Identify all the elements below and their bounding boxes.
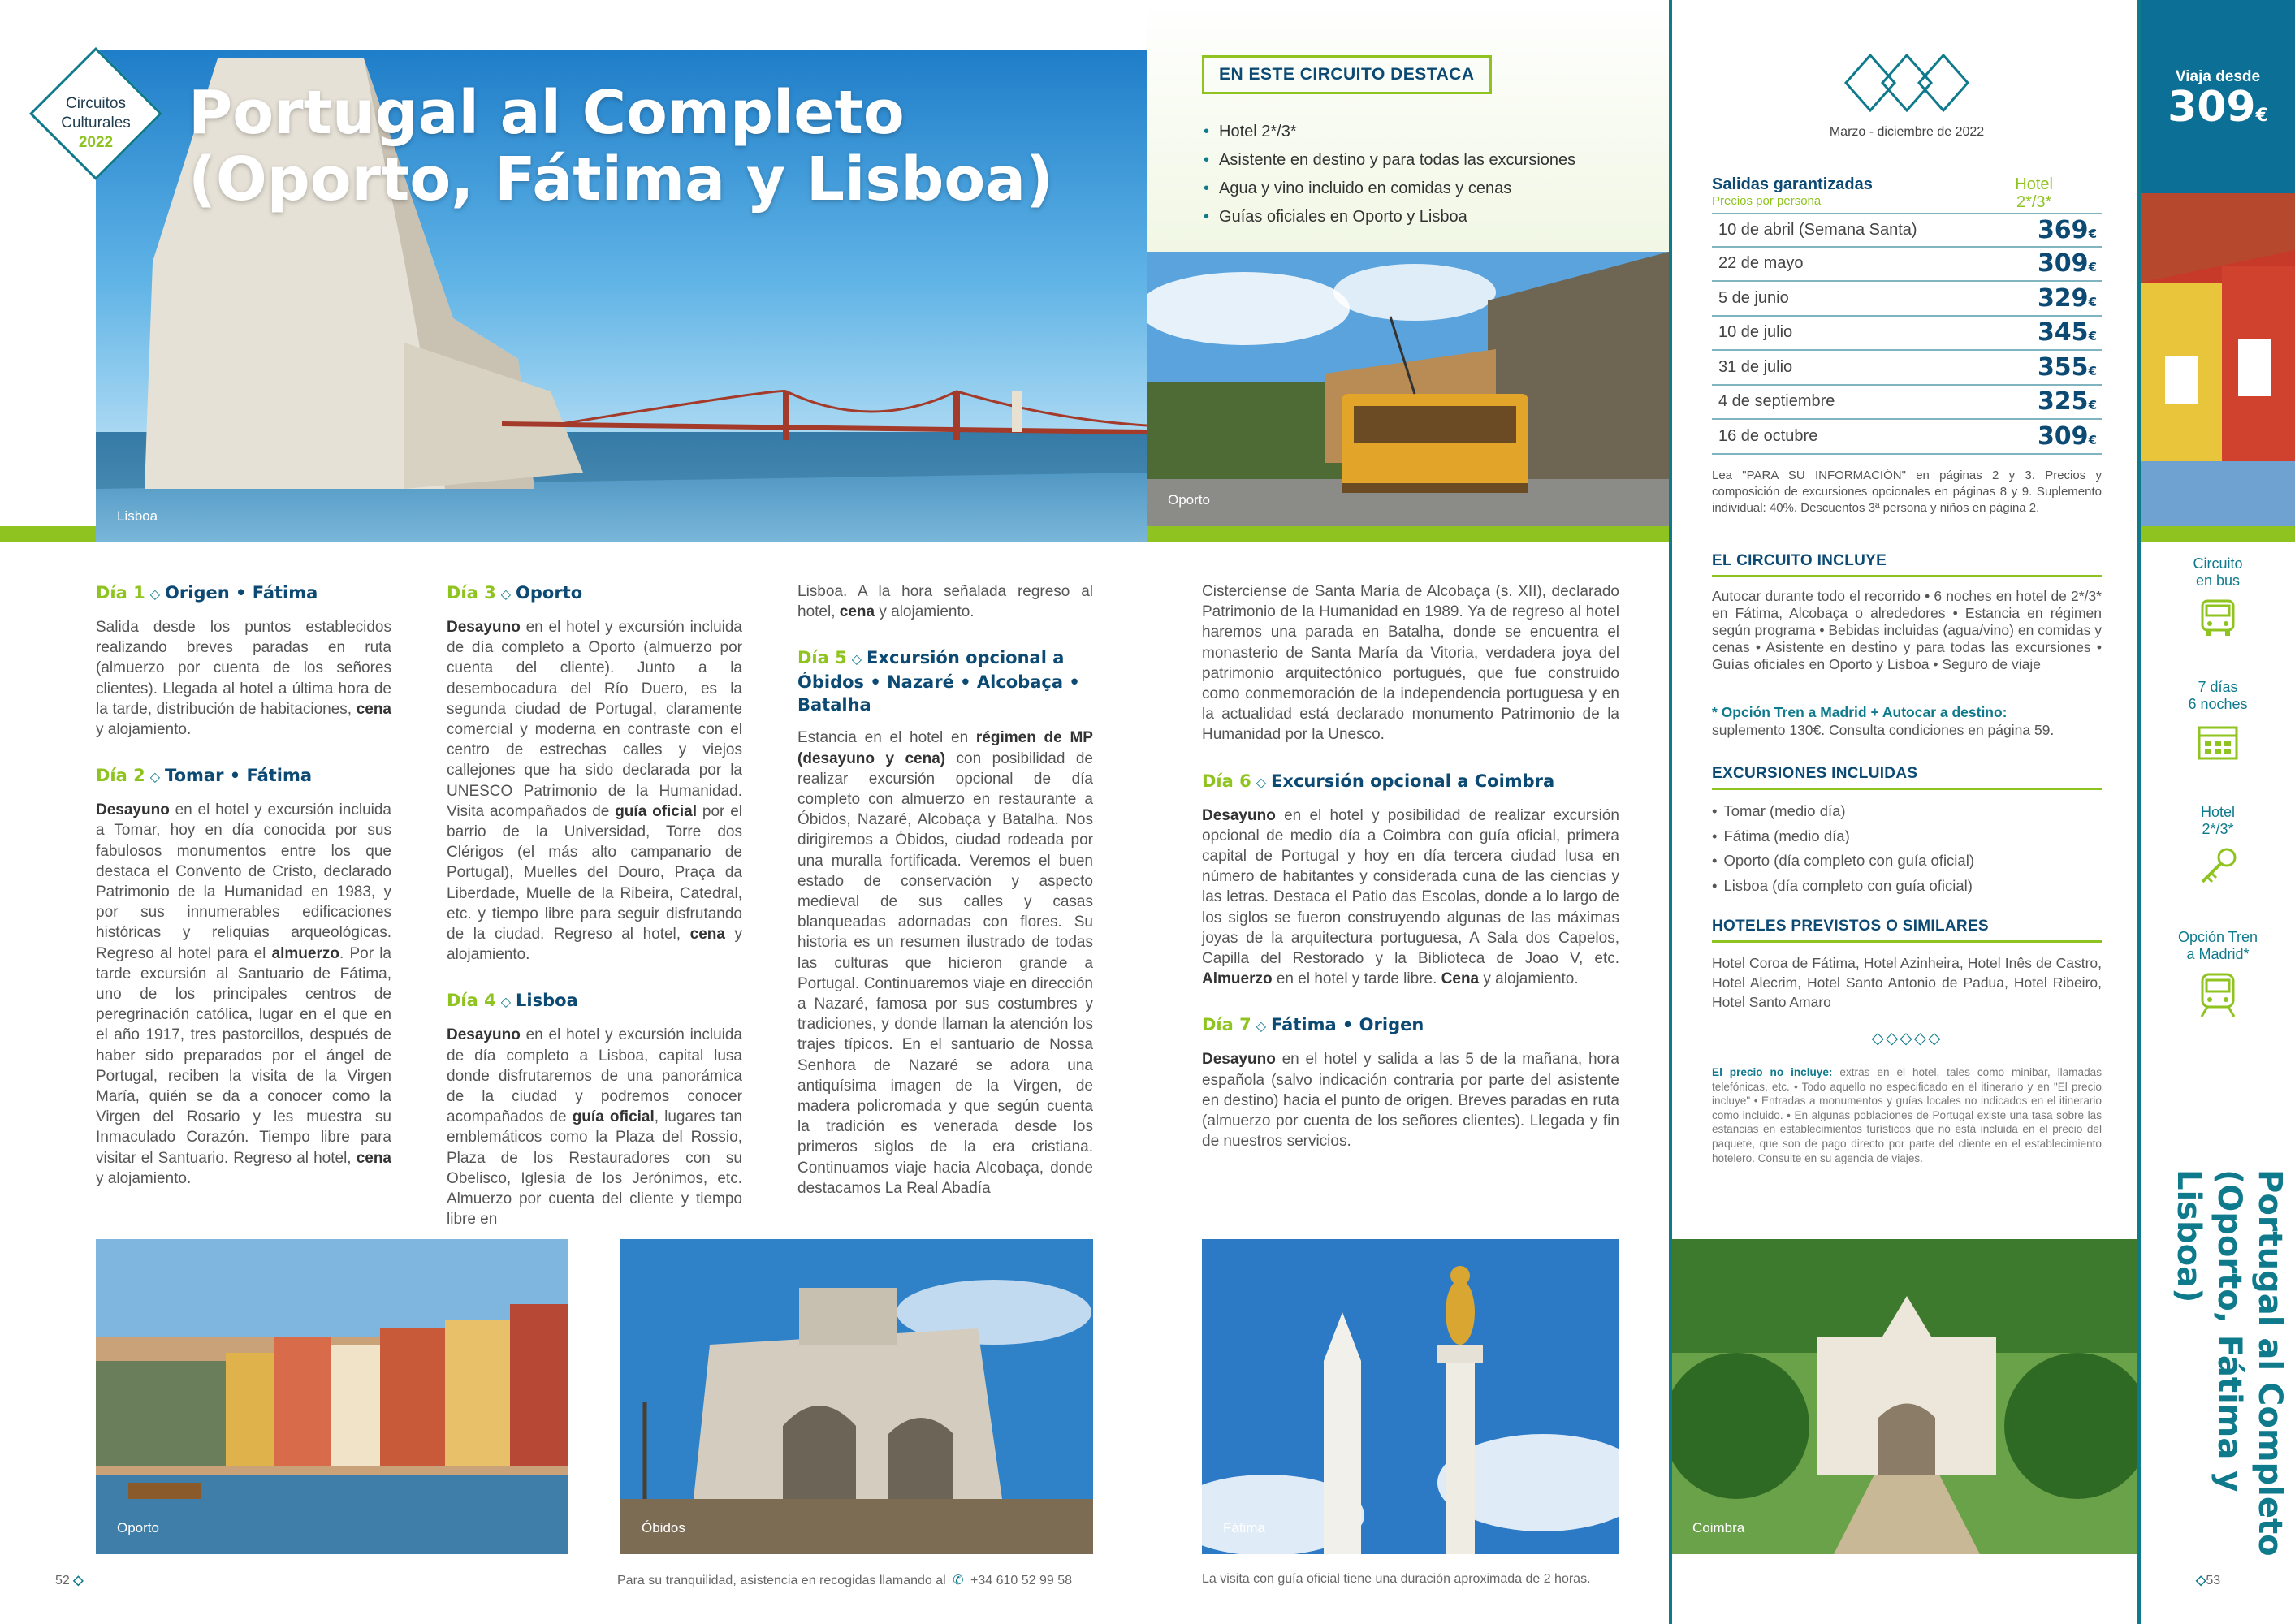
hero-photo-caption: Lisboa — [117, 508, 158, 524]
price-row — [1712, 317, 2102, 352]
photo-fatima — [1202, 1239, 1619, 1554]
hotel-column-header: Hotel 2*/3* — [2015, 175, 2053, 211]
hero-title-line2: (Oporto, Fátima y Lisboa) — [188, 145, 1053, 214]
day-6 — [1202, 770, 1619, 990]
assistance-phone: +34 610 52 99 58 — [970, 1574, 1073, 1587]
price-row — [1712, 351, 2102, 386]
price-value: 325€ — [2037, 387, 2097, 417]
feature-bus: Circuito en bus — [2141, 555, 2295, 638]
day-7-text: Desayuno en el hotel y salida a las 5 de la mañana, hora española (salvo indicación contraria por parte del asistente en destino) hacia el punto de origen. Breves paradas en ruta (almuerzo por cuenta de los señores clientes). Llegada y fin de nuestros servicios. — [1202, 1051, 1619, 1151]
includes-text: Autocar durante todo el recorrido • 6 noches en hotel de 2*/3* en Fátima, Alcobaça o alrededores • Estancia en régimen según programa • Bebidas incluidas (agua/vino) en comidas y cenas • Asistente en destino y para todas las excursiones • Guías oficiales en Oporto y Lisboa • Seguro de viaje — [1712, 588, 2102, 672]
day-2-heading — [96, 764, 391, 788]
badge-text — [31, 94, 161, 153]
departure-date: 31 de julio — [1718, 357, 1793, 376]
train-option-note: * Opción Tren a Madrid + Autocar a destino: suplemento 130€. Consulta condiciones en página 59. — [1712, 704, 2055, 738]
badge-year: 2022 — [78, 134, 114, 151]
phone-icon: ✆ — [953, 1574, 964, 1587]
price-row — [1712, 420, 2102, 455]
day-5-text: Estancia en el hotel en régimen de MP (desayuno y cena) con posibilidad de realizar excursión opcional de día completo con almuerzo en restaurante a Óbidos, Nazaré, Alcobaça y Batalha. Nos dirigiremos a Óbidos, ciudad rodeada por una muralla fortificada. Veremos el buen estado de conservación y aspecto medieval de sus calles y casas blanqueadas adornadas con flores. Su historia es un resumen ilustrado de todas las culturas que hicieron grande a Portugal. Continuaremos viaje en dirección a Nazaré, famosa por sus costumbres y tradiciones, y donde llaman la atención los trajes típicos. En el santuario de Nossa Senhora de Nazaré se adora una antiquísima imagen de la Virgen, de madera policromada y que según cuenta la tradición es venerada desde los primeros siglos de la era cristiana. Continuamos viaje hacia Alcobaça, donde destacamos La Real Abadía — [797, 729, 1093, 1197]
highlights-heading: EN ESTE CIRCUITO DESTACA — [1202, 55, 1492, 94]
highlights-list — [1204, 118, 1575, 231]
diamond-icon: ◇ — [149, 586, 161, 602]
day-5-continued: Cisterciense de Santa María de Alcobaça (s. XII), declarado Patrimonio de la Humanidad en 1989. Ya de regreso al hotel haremos una parada en Batalha, donde se encuentra el monasterio de Santa María da Vitoria, verdadera joya del patrimonio arquitectónico portugués, que fue construido como conmemoración de la independencia portuguesa y en la actualidad está declarado monumento Patrimonio de la Humanidad por la Unesco. — [1202, 583, 1619, 744]
from-price-value: 309€ — [2168, 83, 2268, 132]
day-title: Tomar • Fátima — [165, 766, 313, 786]
diamond-icon: ◇ — [1256, 1018, 1267, 1034]
day-4-heading — [447, 989, 742, 1013]
day-3-heading — [447, 581, 742, 606]
price-value: 355€ — [2037, 352, 2097, 382]
day-title: Origen • Fátima — [165, 583, 318, 603]
photo-coimbra — [1671, 1239, 2137, 1554]
day-7 — [1202, 1013, 1619, 1151]
diamond-icon: ◇ — [500, 586, 512, 602]
price-value: 329€ — [2037, 283, 2097, 313]
itinerary-col-4 — [1202, 581, 1619, 1176]
highlight-item: • Guías oficiales en Oporto y Lisboa — [1204, 203, 1575, 231]
excursion-item: • Oporto (día completo con guía oficial) — [1712, 849, 2102, 874]
day-5 — [797, 646, 1093, 1199]
excursions-heading: EXCURSIONES INCLUIDAS — [1712, 765, 2102, 790]
day-number: Día 1 — [96, 583, 145, 603]
day-number: Día 7 — [1202, 1015, 1251, 1035]
from-price-label: Viaja desde — [2175, 68, 2261, 85]
highlight-item: • Asistente en destino y para todas las excursiones — [1204, 146, 1575, 175]
feature-duration: 7 días 6 noches — [2141, 679, 2295, 762]
key-icon — [2196, 846, 2240, 887]
prices-header — [1712, 175, 2102, 211]
excursion-item: • Tomar (medio día) — [1712, 799, 2102, 824]
vertical-title — [2168, 1169, 2290, 1575]
day-title: Excursión opcional a Óbidos • Nazaré • Alcobaça • Batalha — [797, 648, 1080, 715]
departure-date: 16 de octubre — [1718, 426, 1818, 445]
price-value: 309€ — [2037, 249, 2097, 279]
price-row — [1712, 386, 2102, 421]
badge-line1: Circuitos — [66, 95, 126, 112]
strip-photo — [2141, 193, 2295, 526]
diamond-icon: ◇ — [851, 651, 862, 667]
day-1-text: Salida desde los puntos establecidos realizando breves paradas en ruta (almuerzo por cuenta de los señores clientes). Llegada al hotel a última hora de la tarde, distribución de habitaciones, cena y alojamiento. — [96, 619, 391, 739]
hero-title — [188, 80, 1053, 213]
day-4 — [447, 989, 742, 1229]
day-6-heading — [1202, 770, 1619, 794]
day-number: Día 6 — [1202, 771, 1251, 791]
date-range: Marzo - diciembre de 2022 — [1829, 125, 1985, 139]
highlight-item: • Agua y vino incluido en comidas y cenas — [1204, 175, 1575, 203]
day-title: Oporto — [516, 583, 583, 603]
hero-title-line1: Portugal al Completo — [188, 78, 905, 148]
price-table — [1712, 213, 2102, 455]
day-title: Fátima • Origen — [1271, 1015, 1424, 1035]
price-value: 369€ — [2037, 215, 2097, 244]
day-4-text: Desayuno en el hotel y excursión incluida de día completo a Lisboa, capital lusa donde disfrutaremos de una panorámica de la ciudad y podremos conocer acompañados de guía oficial, lugares tan emblemáticos como la Plaza del Rossio, Plaza de los Restauradores con su Obelisco, Iglesia de los Jerónimos, etc. Almuerzo por cuenta del cliente y tiempo libre en — [447, 1026, 742, 1229]
strip-green-band — [2141, 526, 2295, 542]
photo-obidos — [620, 1239, 1093, 1554]
diamond-icon: ◇ — [1256, 774, 1267, 790]
feature-hotel: Hotel 2*/3* — [2141, 804, 2295, 887]
day-title: Excursión opcional a Coimbra — [1271, 771, 1555, 791]
prices-note: Lea "PARA SU INFORMACIÓN" en páginas 2 y 3. Precios y composición de excursiones opcionales en páginas 8 y 9. Suplemento individual: 40%. Descuentos 3ª persona y niños en página 2. — [1712, 469, 2102, 515]
photo-caption-oporto-tram: Oporto — [1168, 492, 1210, 508]
day-number: Día 5 — [797, 648, 847, 668]
calendar-icon — [2197, 721, 2239, 762]
hotels-text: Hotel Coroa de Fátima, Hotel Azinheira, Hotel Inês de Castro, Hotel Alecrim, Hotel Santo Antonio de Padua, Hotel Ribeiro, Hotel Santo Amaro — [1712, 955, 2102, 1010]
photo-oporto-tram — [1147, 252, 1669, 526]
price-row — [1712, 282, 2102, 317]
day-number: Día 4 — [447, 991, 496, 1011]
small-diamonds-icon: ◇◇◇◇◇ — [1871, 1030, 1943, 1047]
excursions-list — [1712, 799, 2102, 898]
price-row — [1712, 213, 2102, 248]
itinerary-col-1 — [96, 581, 391, 1213]
photo-caption-coimbra: Coimbra — [1692, 1520, 1745, 1535]
hotels-heading: HOTELES PREVISTOS O SIMILARES — [1712, 918, 2102, 943]
assistance-note: Para su tranquilidad, asistencia en recogidas llamando al ✆ +34 610 52 99 58 — [617, 1574, 1073, 1587]
page-number-right: ◇53 — [2196, 1574, 2221, 1587]
day-1-heading — [96, 581, 391, 606]
guide-duration-note: La visita con guía oficial tiene una duración aproximada de 2 horas. — [1202, 1572, 1591, 1586]
vertical-title-line2: (Oporto, Fátima y Lisboa) — [2170, 1169, 2248, 1492]
highlights-box — [1147, 0, 1669, 252]
panel-rule-left — [1669, 0, 1672, 1624]
diamond-icon: ◇ — [149, 769, 161, 785]
prices-subtitle: Precios por persona — [1712, 194, 1822, 208]
photo-oporto — [96, 1239, 568, 1554]
day-3 — [447, 581, 742, 965]
day-1 — [96, 581, 391, 740]
day-2-text: Desayuno en el hotel y excursión incluida a Tomar, hoy en día conocida por sus fabulosos monumentos entre los que destaca el Convento de Cristo, declarado Patrimonio de la Humanidad en 1983, y por sus innumerables edificaciones históricas y reliquias arqueológicas. Regreso al hotel para el almuerzo. Por la tarde excursión al Santuario de Fátima, uno de los principales centros de peregrinación católica, lugar en el que en el año 1917, tres pastorcillos, después de haber sido preparados por el ángel de Portugal, reciben la visita de la Virgen María, quién se da a conocer como la Virgen del Rosario y les muestra su Inmaculado Corazón. Tiempo libre para visitar el Santuario. Regreso al hotel, cena y alojamiento. — [96, 801, 391, 1187]
day-6-text: Desayuno en el hotel y posibilidad de realizar excursión opcional de medio día a Coimbra con guía oficial, primera capital de Portugal y hoy en día tercera ciudad lusa en número de habitantes y considerada cuna de las ciencias y las letras. Destaca el Patio das Escolas, donde a lo largo de los siglos se fueron construyendo algunas de las máximas joyas de la arquitectura portuguesa, A Sala dos Capelos, Capilla del Restorado y la Biblioteca de Joao V, etc. Almuerzo en el hotel y tarde libre. Cena y alojamiento. — [1202, 806, 1619, 988]
day-7-heading — [1202, 1013, 1619, 1038]
diamonds-logo-icon — [1844, 54, 1969, 112]
page-number-left: 52 ◇ — [55, 1574, 84, 1587]
day-number: Día 2 — [96, 766, 145, 786]
departure-date: 10 de julio — [1718, 323, 1793, 342]
price-value: 309€ — [2037, 421, 2097, 451]
prices-title: Salidas garantizadas — [1712, 175, 1873, 193]
departure-date: 22 de mayo — [1718, 254, 1804, 273]
badge-line2: Culturales — [61, 114, 131, 132]
departure-date: 10 de abril (Semana Santa) — [1718, 220, 1917, 239]
tram-green-band — [1147, 526, 1669, 542]
price-row — [1712, 248, 2102, 283]
photo-caption-fatima: Fátima — [1223, 1520, 1265, 1535]
series-badge — [31, 49, 161, 179]
feature-train: Opción Tren a Madrid* — [2141, 929, 2295, 1020]
day-5-heading — [797, 646, 1093, 716]
departure-date: 4 de septiembre — [1718, 392, 1835, 411]
train-icon — [2198, 971, 2238, 1020]
photo-caption-oporto: Oporto — [117, 1520, 159, 1535]
day-number: Día 3 — [447, 583, 496, 603]
vertical-title-line1: Portugal al Completo — [2251, 1169, 2289, 1557]
excursion-item: • Lisboa (día completo con guía oficial) — [1712, 874, 2102, 899]
price-value: 345€ — [2037, 318, 2097, 348]
itinerary-col-3 — [797, 581, 1093, 1223]
day-2 — [96, 764, 391, 1189]
info-panel — [1712, 0, 2102, 1234]
day-4-continued: Lisboa. A la hora señalada regreso al hotel, cena y alojamiento. — [797, 583, 1093, 621]
diamond-icon: ◇ — [500, 994, 512, 1010]
includes-heading: EL CIRCUITO INCLUYE — [1712, 552, 2102, 577]
photo-caption-obidos: Óbidos — [642, 1520, 685, 1535]
price-excludes-note: El precio no incluye: extras en el hotel, tales como minibar, llamadas telefónicas, etc. • Todo aquello no especificado en el itinerario y en "El precio incluye" • Entradas a monumentos y guías locales no indicados en el itinerario como incluido. • En algunas poblaciones de Portugal existe una tasa sobre las estancias en establecimientos turísticos que no está incluida en el precio del paquete, que son de pago directo por parte del cliente en el establecimiento hotelero. Consulte en su agencia de viajes. — [1712, 1066, 2102, 1164]
itinerary-col-2 — [447, 581, 742, 1254]
departure-date: 5 de junio — [1718, 288, 1789, 307]
bus-icon — [2199, 598, 2237, 638]
highlight-item: • Hotel 2*/3* — [1204, 118, 1575, 146]
day-3-text: Desayuno en el hotel y excursión incluida de día completo a Oporto (almuerzo por cuenta del cliente). Junto a la desembocadura del Río Duero, es la segunda ciudad de Portugal, claramente comercial y moderna en contraste con el centro de estrechas calles y viejos callejones que ha sido declarada por la UNESCO Patrimonio de la Humanidad. Visita acompañados de guía oficial por el barrio de la Universidad, Torre dos Clérigos (el más alto campanario de Portugal), Muelles del Douro, Praça da Liberdade, Muelle de la Ribeira, Catedral, etc. y tiempo libre para seguir disfrutando de la ciudad. Regreso al hotel, cena y alojamiento. — [447, 619, 742, 964]
day-title: Lisboa — [516, 991, 578, 1011]
excursion-item: • Fátima (medio día) — [1712, 824, 2102, 849]
